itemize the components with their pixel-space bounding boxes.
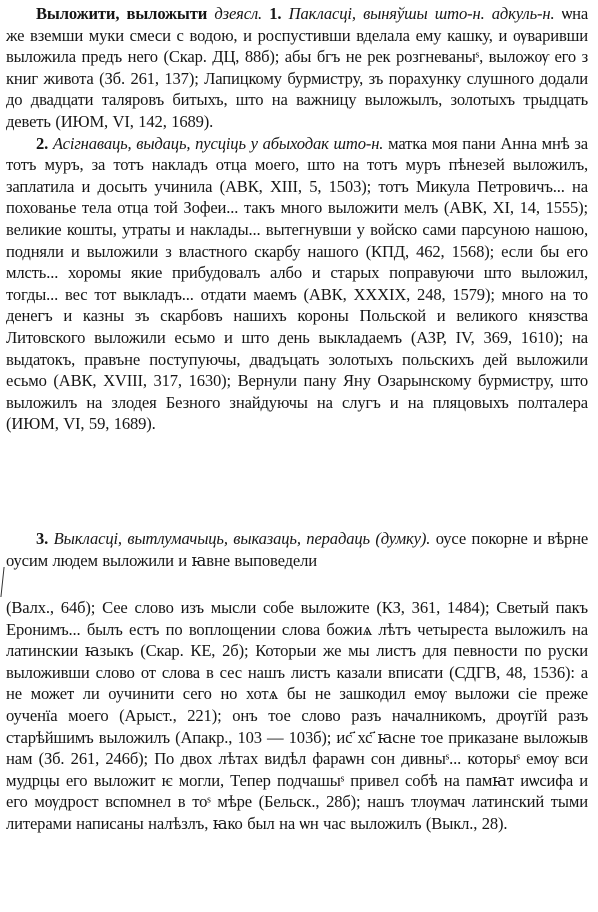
sense-1 [6, 3, 588, 133]
entry-sense-3 [6, 528, 588, 571]
sense-1-number: 1. [269, 4, 282, 23]
entry-senses-1-2 [6, 3, 588, 435]
margin-mark [0, 567, 6, 597]
entry-sense-3-continued [6, 597, 588, 835]
sense-1-gloss: Пакласці, выняўшы што-н. адкуль-н. [288, 4, 555, 23]
part-of-speech: дзеясл. [214, 4, 263, 23]
sense-3-gloss: Выкласці, вытлумачыць, выказаць, перадаць (думку). [53, 529, 431, 548]
sense-2-gloss: Асігнаваць, выдаць, пусціць у абыходак што-н. [52, 133, 384, 153]
sense-3-citations: (Валх., 64б); Сее слово изъ мысли собе выложите (КЗ, 361, 1484); Светый пакъ Еронимъ... былъ естъ по воплощении слова божиѧ лѣтъ четыреста выложилъ на латинскии ꙗзыкъ (Скар. КЕ, 2б); Которыи же мы листъ для певности по руски выложивши слово от слова в сес нашъ листъ казали вписати (СДГВ, 48, 1536): а не может ли оучинити сего но хотѧ бы не зашкодил емѹ выложи сіе преже оученїа моего (Арыст., 221); онъ тое слово разъ началникомъ, дрѹгїй разъ старѣйшимъ выложилъ (Апакр., 103 — 103б); ис҃ хс҃ ꙗсне тое приказане выложыв нам (Зб. 261, 246б); По двох лѣтах видѣл фараѡн сон дивныˢ... которыˢ емѹ вси мудрцы его выложит ѥ могли, Тепер подчашыˢ привел собѣ на памꙗт иѡсифа и его мѹдрост вспомнел в тоˢ мѣре (Бельск., 28б); нашъ тлѹмач латинский тыми литерами написаны налѣзлъ, ꙗко был на ѡн час выложилъ (Выкл., 28). [6, 598, 588, 833]
sense-2 [6, 133, 588, 435]
sense-3-number: 3. [36, 529, 49, 548]
sense-1-citations: ѡна же вземши муки смеси с водою, и роспустивши вделала ему кашку, и ѹваривши выложила предъ него (Скар. ДЦ, 88б); абы бгъ не рек розгневаныˢ, выложѹ его з книг живота (Зб. 261, 137); Лапицкому бурмистру, зъ порахунку слушного додали до двадцати таляровъ битыхъ, што на важницу выложылъ, золотыхъ трыдцать деветь (ИЮМ, VI, 142, 1689). [6, 4, 589, 131]
sense-3 [6, 528, 588, 571]
headword: Выложити, выложыти [36, 4, 208, 23]
sense-2-citations: матка моя пани Анна мнѣ за тотъ муръ, за тотъ накладъ отца моего, што на тотъ муръ пѣнезей выложилъ, заплатила и досыть учинила (АВК, XIII, 5, 1503); тотъ Микула Петровичъ... на похованье тела отца той Зофеи... такъ много выложити мелъ (АВК, XI, 14, 1555); великие кошты, утраты и наклады... вытегнувши у войско сами парсуною нашою, подняли и выложили з властного скарбу нашого (КПД, 462, 1568); если бы его млсть... хоромы якие прибудовалъ албо и старых поправуючи што выложил, тогды... вес тот выкладъ... отдати маемъ (АВК, XXXIX, 248, 1579); много на то денегъ и казны зъ скарбовъ нашихъ короны Польской и великого князства Литовского выложили есьмо и што день выкладаемъ (АЗР, IV, 369, 1610); на выдатокъ, правъне поступуючы, двадъцать золотыхъ польскихъ дей выложили есьмо (АВК, XVIII, 317, 1630); Вернули пану Яну Озарынскому бурмистру, што выложилъ на злодея Безного знайдуючы на слугъ и на пляцовыхъ полталера (ИЮМ, VI, 59, 1689). [6, 133, 589, 434]
sense-3-citation-start: оусе покорне и вѣрне оусим людем выложили и ꙗвне выповедели [6, 529, 589, 570]
sense-3-continuation [6, 597, 588, 835]
sense-2-number: 2. [36, 133, 49, 153]
